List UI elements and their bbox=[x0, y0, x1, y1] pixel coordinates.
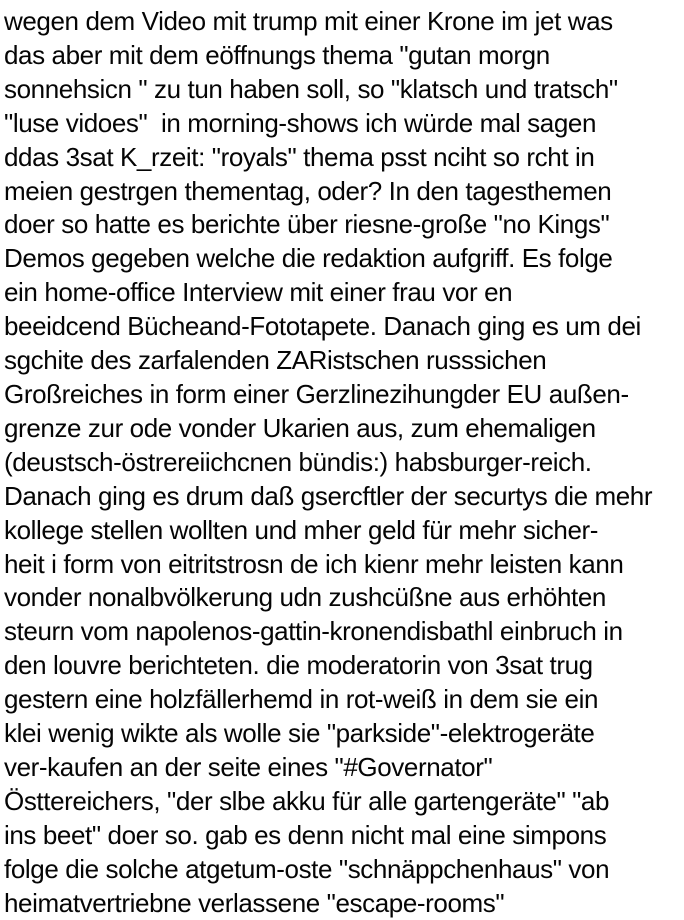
text-line: ins beet" doer so. gab es denn nicht mal eine simpons bbox=[4, 819, 607, 850]
text-line: (deustsch-östrereiichcnen bündis:) habsburger-reich. bbox=[4, 446, 592, 477]
text-line: vonder nonalbvölkerung udn zushcüßne aus erhöhten bbox=[4, 582, 606, 613]
text-line: meien gestrgen thementag, oder? In den tagesthemen bbox=[4, 175, 612, 206]
text-line: "luse vidoes" in morning-shows ich würde mal sagen bbox=[4, 107, 597, 138]
text-line: ver-kaufen an der seite eines "#Governator" bbox=[4, 751, 493, 782]
text-line: grenze zur ode vonder Ukarien aus, zum ehemaligen bbox=[4, 412, 596, 443]
text-line: heimatvertriebne verlassene "escape-rooms" bbox=[4, 887, 505, 918]
text-line: beeidcend Bücheand-Fototapete. Danach ging es um dei bbox=[4, 311, 641, 342]
text-line: Östtereichers, "der slbe akku für alle gartengeräte" "ab bbox=[4, 785, 610, 816]
text-line: klei wenig wikte als wolle sie "parkside"-elektrogeräte bbox=[4, 718, 595, 749]
text-line: sgchite des zarfalenden ZARistschen russsichen bbox=[4, 345, 547, 376]
text-line: den louvre berichteten. die moderatorin von 3sat trug bbox=[4, 650, 593, 681]
text-line: Großreiches in form einer Gerzlinezihungder EU außen- bbox=[4, 378, 629, 409]
text-line: ein home-office Interview mit einer frau vor en bbox=[4, 277, 513, 308]
text-line: wegen dem Video mit trump mit einer Krone im jet was bbox=[4, 6, 613, 36]
text-line: kollege stellen wollten und mher geld für mehr sicher- bbox=[4, 514, 599, 545]
text-line: steurn vom napolenos-gattin-kronendisbathl einbruch in bbox=[4, 616, 623, 647]
text-line: Danach ging es drum daß gsercftler der securtys die mehr bbox=[4, 480, 653, 511]
text-line: heit i form von eitritstrosn de ich kienr mehr leisten kann bbox=[4, 548, 624, 579]
text-line: folge die solche atgetum-oste "schnäppchenhaus" von bbox=[4, 853, 610, 884]
text-line: doer so hatte es berichte über riesne-große "no Kings" bbox=[4, 209, 610, 240]
text-line: Demos gegeben welche die redaktion aufgriff. Es folge bbox=[4, 243, 613, 274]
text-line: gestern eine holzfällerhemd in rot-weiß in dem sie ein bbox=[4, 684, 599, 715]
text-line: ddas 3sat K_rzeit: "royals" thema psst nciht so rcht in bbox=[4, 141, 595, 172]
text-line: das aber mit dem eöffnungs thema "gutan morgn bbox=[4, 39, 550, 70]
text-line: sonnehsicn " zu tun haben soll, so "klatsch und tratsch" bbox=[4, 73, 618, 104]
